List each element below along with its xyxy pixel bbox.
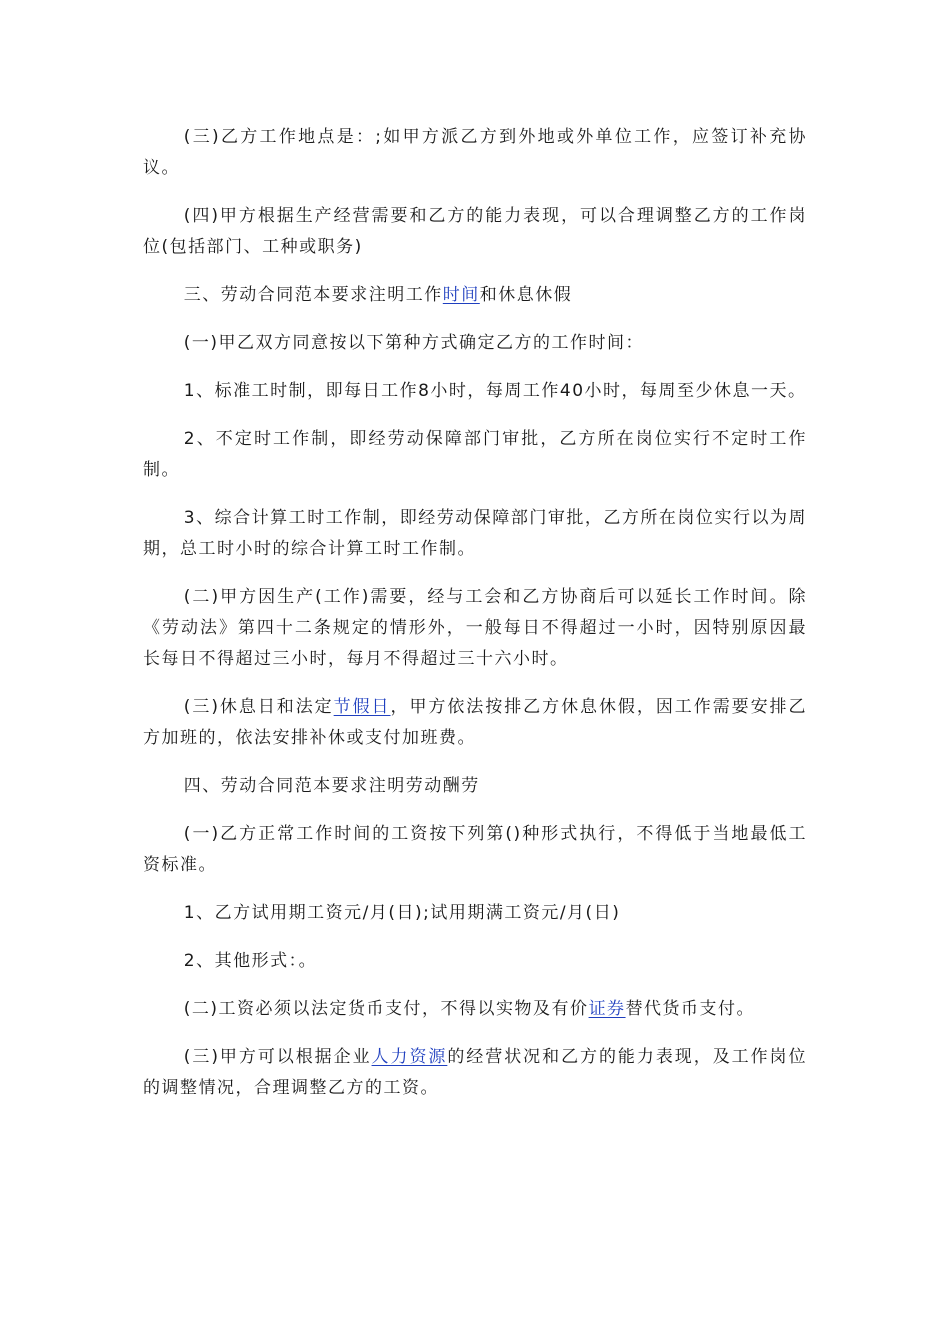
text-segment: (一)甲乙双方同意按以下第种方式确定乙方的工作时间： — [183, 333, 645, 353]
paragraph-holidays — [143, 692, 807, 754]
section-heading-remuneration — [143, 771, 807, 802]
text-segment: (二)甲方因生产(工作)需要，经与工会和乙方协商后可以延长工作时间。除《劳动法》第四十二条规定的情形外，一般每日不得超过一小时，因特别原因最长每日不得超过三小时，每月不得超过三十六小时。 — [143, 587, 807, 669]
text-segment: 1、乙方试用期工资元/月(日);试用期满工资元/月(日) — [183, 903, 621, 923]
text-segment: 的经营状况和乙方的能力表现，及工作岗位的调整情况，合理调整乙方的工资。 — [143, 1047, 808, 1098]
paragraph-probation-wage — [143, 898, 807, 929]
text-segment: ，甲方依法按排乙方休息休假，因工作需要安排乙方加班的，依法安排补休或支付加班费。 — [143, 697, 808, 748]
paragraph-comprehensive-hours — [143, 503, 807, 565]
section-heading-work-time — [143, 280, 807, 311]
text-segment: 替代货币支付。 — [625, 999, 756, 1019]
text-segment: 和休息休假 — [479, 285, 573, 305]
paragraph-wage-adjustment — [143, 1042, 807, 1104]
paragraph-overtime — [143, 582, 807, 675]
text-segment: 三、劳动合同范本要求注明工作 — [183, 285, 443, 305]
text-segment: 3、综合计算工时工作制，即经劳动保障部门审批，乙方所在岗位实行以为周期，总工时小时的综合计算工时工作制。 — [143, 508, 807, 559]
document-body — [143, 122, 807, 1121]
paragraph-position-adjustment — [143, 201, 807, 263]
text-segment: 1、标准工时制，即每日工作8小时，每周工作40小时，每周至少休息一天。 — [183, 381, 807, 401]
text-segment: 2、其他形式：。 — [183, 951, 318, 971]
text-segment: (一)乙方正常工作时间的工资按下列第()种形式执行，不得低于当地最低工资标准。 — [143, 824, 807, 875]
text-segment: 2、不定时工作制，即经劳动保障部门审批，乙方所在岗位实行不定时工作制。 — [143, 429, 807, 480]
paragraph-flexible-hours — [143, 424, 807, 486]
paragraph-work-time-method — [143, 328, 807, 359]
paragraph-other-forms — [143, 946, 807, 977]
paragraph-currency-payment — [143, 994, 807, 1025]
paragraph-standard-hours — [143, 376, 807, 407]
text-segment: (二)工资必须以法定货币支付，不得以实物及有价 — [183, 999, 589, 1019]
link-time[interactable]: 时间 — [442, 285, 480, 305]
link-securities[interactable]: 证券 — [588, 999, 626, 1019]
paragraph-work-location — [143, 122, 807, 184]
paragraph-wage-form — [143, 819, 807, 881]
text-segment: (四)甲方根据生产经营需要和乙方的能力表现，可以合理调整乙方的工作岗位(包括部门、工种或职务) — [143, 206, 807, 257]
text-segment: (三)甲方可以根据企业 — [183, 1047, 372, 1067]
text-segment: (三)乙方工作地点是：;如甲方派乙方到外地或外单位工作，应签订补充协议。 — [143, 127, 807, 178]
text-segment: (三)休息日和法定 — [183, 697, 334, 717]
link-holidays[interactable]: 节假日 — [333, 697, 391, 717]
text-segment: 四、劳动合同范本要求注明劳动酬劳 — [183, 776, 480, 796]
link-human-resources[interactable]: 人力资源 — [371, 1047, 448, 1067]
